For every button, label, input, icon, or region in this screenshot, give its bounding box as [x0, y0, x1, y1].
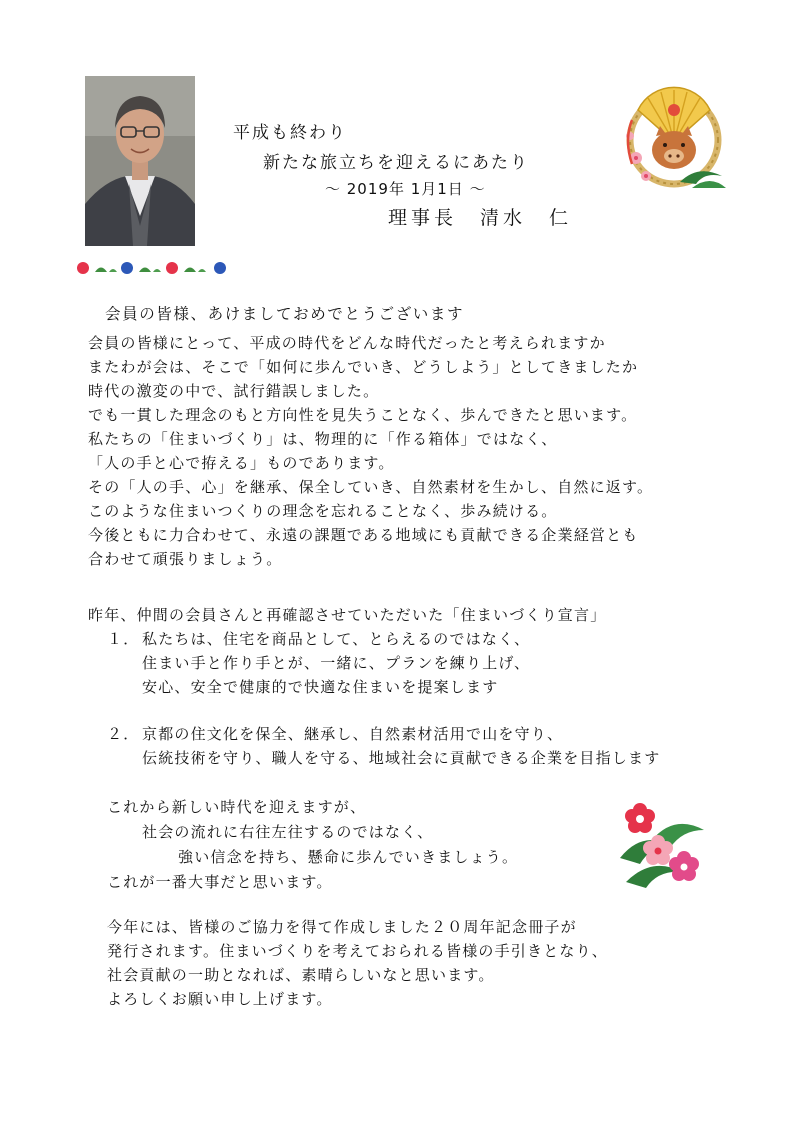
flower-divider-icon	[75, 260, 230, 276]
text-line: 発行されます。住まいづくりを考えておられる皆様の手引きとなり、	[107, 942, 609, 960]
text-line: 時代の激変の中で、試行錯誤しました。	[88, 382, 380, 400]
text-line: 今年には、皆様のご協力を得て作成しました２０周年記念冊子が	[107, 918, 577, 936]
text-line: 今後ともに力合わせて、永遠の課題である地域にも貢献できる企業経営とも	[88, 526, 639, 544]
text-line: 私たちは、住宅を商品として、とらえるのではなく、	[142, 630, 531, 648]
text-line: 安心、安全で健康的で快適な住まいを提案します	[142, 678, 499, 696]
text-line: でも一貫した理念のもと方向性を見失うことなく、歩んできたと思います。	[88, 406, 638, 424]
text-line: 京都の住文化を保全、継承し、自然素材活用で山を守り、	[142, 725, 564, 743]
text-line: 合わせて頑張りましょう。	[88, 550, 283, 568]
paragraph-3-line-1: これから新しい時代を迎えますが、	[107, 798, 367, 816]
paragraph-3-line-2: 社会の流れに右往左往するのではなく、	[142, 823, 434, 841]
paragraph-3-line-3: 強い信念を持ち、懸命に歩んでいきましょう。	[178, 848, 519, 866]
portrait-photo	[85, 76, 195, 246]
title-line-2: 新たな旅立ちを迎えるにあたり	[263, 153, 529, 173]
text-line: 「人の手と心で拵える」ものであります。	[88, 454, 395, 472]
text-line: よろしくお願い申し上げます。	[107, 990, 333, 1008]
declaration-item-2	[142, 722, 660, 770]
declaration-item-1-number: １．	[107, 630, 140, 648]
declaration-item-2-number: ２．	[107, 725, 140, 743]
text-line: 私たちの「住まいづくり」は、物理的に「作る箱体」ではなく、	[88, 430, 558, 448]
date-line: ～ 2019年 1月1日 ～	[325, 180, 486, 198]
text-line: またわが会は、そこで「如何に歩んでいき、どうしよう」としてきましたか	[88, 358, 639, 376]
declaration-item-1	[142, 627, 530, 699]
text-line: 会員の皆様にとって、平成の時代をどんな時代だったと考えられますか	[88, 334, 606, 352]
paragraph-3-line-4: これが一番大事だと思います。	[107, 873, 333, 891]
paragraph-4	[107, 915, 608, 1011]
title-line-1: 平成も終わり	[233, 123, 347, 143]
text-line: その「人の手、心」を継承、保全していき、自然素材を生かし、自然に返す。	[88, 478, 654, 496]
text-line: 住まい手と作り手とが、一緒に、プランを練り上げ、	[142, 654, 531, 672]
text-line: このような住まいつくりの理念を忘れることなく、歩み続ける。	[88, 502, 558, 520]
text-line: 伝統技術を守り、職人を守る、地域社会に貢献できる企業を目指します	[142, 749, 661, 767]
boar-fan-wreath-icon	[618, 80, 730, 196]
signature: 理事長 清水 仁	[388, 207, 573, 229]
text-line: 社会貢献の一助となれば、素晴らしいなと思います。	[107, 966, 495, 984]
greeting-heading: 会員の皆様、あけましておめでとうございます	[105, 305, 465, 323]
plum-pine-icon	[612, 800, 710, 890]
declaration-intro: 昨年、仲間の会員さんと再確認させていただいた「住まいづくり宣言」	[88, 606, 607, 624]
paragraph-1	[88, 331, 653, 571]
